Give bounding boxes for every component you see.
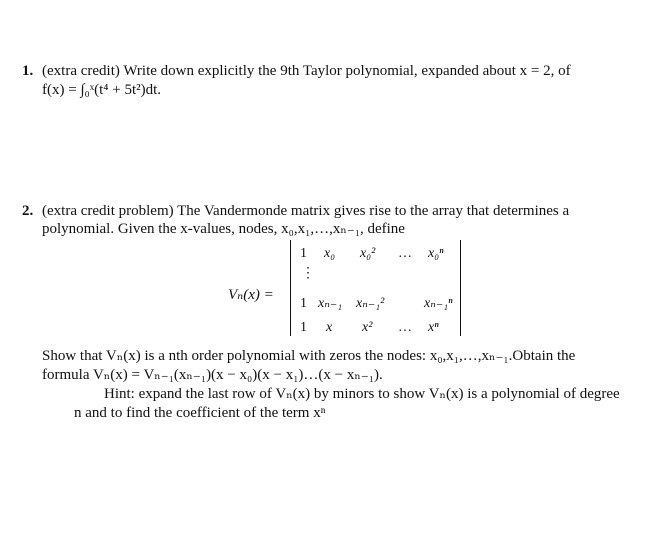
matrix-cell: x₀² bbox=[360, 246, 376, 261]
problem-2-line-1: (extra credit problem) The Vandermonde matrix gives rise to the array that determines a bbox=[42, 203, 570, 219]
matrix-cell: 1 bbox=[300, 320, 307, 335]
matrix-left-bar bbox=[290, 240, 291, 336]
problem-1-line-1: (extra credit) Write down explicitly the 9th Taylor polynomial, expanded about x = 2, of bbox=[42, 63, 571, 79]
matrix-cell: xₙ₋₁ⁿ bbox=[424, 296, 453, 311]
problem-2-line-2: polynomial. Given the x-values, nodes, x₀,x₁,…,xₙ₋₁, define bbox=[42, 221, 405, 237]
matrix-vertical-dots: ⋮ bbox=[301, 266, 315, 281]
matrix-cell: x₀ⁿ bbox=[428, 246, 444, 261]
matrix-cell: xₙ₋₁ bbox=[318, 296, 343, 311]
matrix-right-bar bbox=[460, 240, 461, 336]
problem-2-hint-2: n and to find the coefficient of the term xⁿ bbox=[74, 405, 326, 421]
matrix-cell: xⁿ bbox=[428, 320, 439, 335]
matrix-cell: xₙ₋₁² bbox=[356, 296, 385, 311]
matrix-cell: 1 bbox=[300, 246, 307, 261]
problem-1-number: 1. bbox=[22, 63, 34, 79]
problem-2-number: 2. bbox=[22, 203, 34, 219]
matrix-cell: 1 bbox=[300, 296, 307, 311]
problem-2-text-1: Show that Vₙ(x) is a nth order polynomial with zeros the nodes: x₀,x₁,…,xₙ₋₁.Obtain the bbox=[42, 348, 576, 364]
matrix-cell: x bbox=[326, 320, 333, 335]
problem-1-line-2: f(x) = ∫₀ˣ(t⁴ + 5t²)dt. bbox=[42, 82, 162, 98]
matrix-cell: x₀ bbox=[324, 246, 336, 261]
problem-2-hint-1: Hint: expand the last row of Vₙ(x) by minors to show Vₙ(x) is a polynomial of degree bbox=[104, 386, 620, 402]
matrix-cell: … bbox=[398, 246, 412, 261]
matrix-cell: … bbox=[398, 320, 412, 335]
matrix-cell: x² bbox=[362, 320, 373, 335]
matrix-lhs: Vₙ(x) = bbox=[228, 287, 274, 303]
problem-2-text-2: formula Vₙ(x) = Vₙ₋₁(xₙ₋₁)(x − x₀)(x − x₁)…(x − xₙ₋₁). bbox=[42, 367, 383, 383]
